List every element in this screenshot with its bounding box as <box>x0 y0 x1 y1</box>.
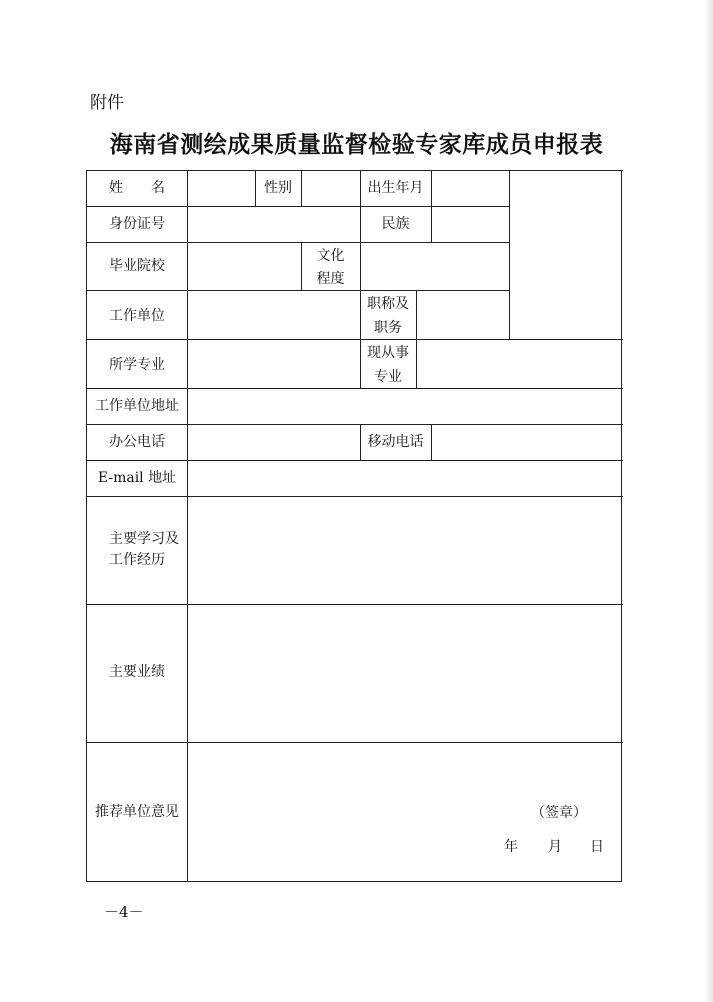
education-label-line2: 程度 <box>316 271 345 287</box>
seal-label: （签章） <box>531 805 587 821</box>
id-number-label: 身份证号 <box>109 216 165 232</box>
achievements-label: 主要业绩 <box>109 664 165 680</box>
column-line <box>301 170 302 206</box>
row-line <box>87 339 623 340</box>
attachment-label: 附件 <box>90 93 124 113</box>
recommendation-label: 推荐单位意见 <box>95 804 179 820</box>
row-line <box>87 604 623 605</box>
row-line <box>87 170 623 171</box>
ethnicity-label: 民族 <box>381 216 410 232</box>
experience-label-line1: 主要学习及 <box>109 531 179 547</box>
education-label-line1: 文化 <box>316 248 345 264</box>
row-line <box>87 424 623 425</box>
form-title: 海南省测绘成果质量监督检验专家库成员申报表 <box>109 131 604 158</box>
day-label: 日 <box>590 839 604 855</box>
birth-date-label: 出生年月 <box>367 180 424 196</box>
office-phone-label: 办公电话 <box>109 434 165 450</box>
column-line <box>509 170 510 339</box>
page-number: －4－ <box>104 903 144 921</box>
row-line <box>87 460 623 461</box>
column-line <box>416 290 417 388</box>
row-line <box>87 742 623 743</box>
row-line <box>87 242 509 243</box>
school-label: 毕业院校 <box>109 258 165 274</box>
row-line <box>87 496 623 497</box>
application-form-table <box>86 170 622 882</box>
experience-label-line2: 工作经历 <box>109 552 165 568</box>
column-line <box>187 170 188 882</box>
gender-label: 性别 <box>264 180 292 196</box>
major-label: 所学专业 <box>109 357 165 373</box>
email-label: E-mail 地址 <box>97 470 177 486</box>
month-label: 月 <box>548 839 562 855</box>
title-position-label-line2: 职务 <box>374 320 402 336</box>
column-line <box>431 170 432 242</box>
unit-address-label: 工作单位地址 <box>95 398 179 414</box>
name-label: 姓 名 <box>109 180 165 196</box>
row-line <box>87 206 509 207</box>
current-field-label-line1: 现从事 <box>367 345 409 361</box>
row-line <box>87 388 623 389</box>
year-label: 年 <box>504 839 518 855</box>
title-position-label-line1: 职称及 <box>367 296 409 312</box>
column-line <box>360 242 361 290</box>
mobile-phone-label: 移动电话 <box>367 434 424 450</box>
work-unit-label: 工作单位 <box>109 308 165 324</box>
column-line <box>431 424 432 460</box>
row-line <box>87 290 509 291</box>
current-field-label-line2: 专业 <box>374 369 402 385</box>
